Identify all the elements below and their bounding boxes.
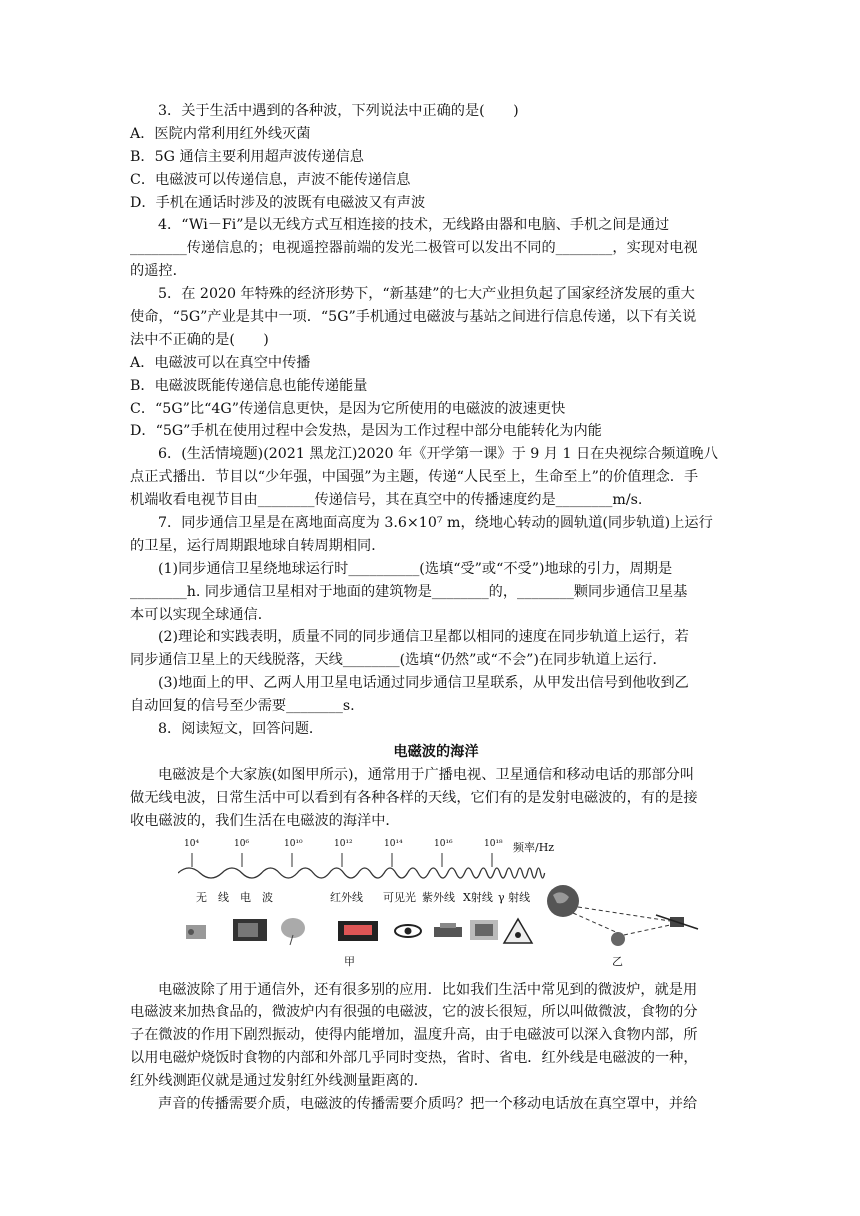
frequency-tick-label: 10⁴ — [184, 838, 200, 849]
text-line: A．电磁波可以在真空中传播 — [130, 354, 311, 371]
ground-station-icon — [611, 932, 625, 946]
text-line: 子在微波的作用下剧烈振动，使得内能增加，温度升高，由于电磁波可以深入食物内部，所 — [130, 1027, 698, 1044]
text-line: 6．(生活情境题)(2021 黑龙江)2020 年《开学第一课》于 9 月 1 日在央视综合频道晚八 — [158, 446, 718, 463]
text-line: 同步通信卫星上的天线脱落，天线________(选填“仍然”或“不会”)在同步轨道上运行． — [130, 652, 667, 669]
text-line: C．电磁波可以传递信息，声波不能传递信息 — [130, 171, 411, 188]
band-gamma: γ 射线 — [498, 890, 531, 904]
satellite-icon — [656, 915, 698, 929]
figure-label-yi: 乙 — [612, 954, 623, 968]
text-line: (2)理论和实践表明，质量不同的同步通信卫星都以相同的速度在同步轨道上运行，若 — [158, 629, 689, 646]
frequency-tick-label: 10⁶ — [234, 838, 250, 849]
text-line: 3．关于生活中遇到的各种波，下列说法中正确的是( ) — [158, 103, 519, 119]
article-intro — [130, 764, 742, 833]
spectrum-drawing — [178, 835, 738, 975]
text-line: 机端收看电视节目由________传递信号，其在真空中的传播速度约是________m/s. — [130, 492, 643, 509]
text-line: 电磁波是个大家族(如图甲所示)，通常用于广播电视、卫星通信和移动电话的那部分叫 — [158, 766, 695, 783]
text-line: ________传递信息的；电视遥控器前端的发光二极管可以发出不同的________，实现对电视 — [130, 240, 698, 257]
text-line: 8．阅读短文，回答问题． — [158, 721, 324, 738]
signal-lines — [573, 907, 670, 935]
text-line: 电磁波来加热食品的，微波炉内有很强的电磁波，它的波长很短，所以叫做微波，食物的分 — [130, 1004, 698, 1021]
band-radio: 无 线 电 波 — [196, 890, 273, 904]
tv-icon — [233, 919, 267, 941]
article-body — [130, 979, 742, 1116]
text-line: 自动回复的信号至少需要________s. — [130, 698, 355, 715]
text-line: D．手机在通话时涉及的波既有电磁波又有声波 — [130, 194, 426, 211]
text-line: 5．在 2020 年特殊的经济形势下，“新基建”的七大产业担负起了国家经济发展的重大 — [158, 286, 695, 303]
text-line: 收电磁波的，我们生活在电磁波的海洋中． — [130, 812, 400, 829]
text-line: 的卫星，运行周期跟地球自转周期相同． — [130, 537, 386, 554]
text-line: 本可以实现全球通信． — [130, 606, 272, 623]
xray-icon — [470, 920, 498, 940]
text-line: 以用电磁炉烧饭时食物的内部和外部几乎同时变热，省时、省电．红外线是电磁波的一种， — [130, 1050, 698, 1067]
text-line: B．5G 通信主要利用超声波传递信息 — [130, 148, 364, 165]
text-line: 法中不正确的是( ) — [130, 331, 269, 348]
text-line: A．医院内常利用红外线灭菌 — [130, 125, 311, 142]
text-line: D．“5G”手机在使用过程中会发热，是因为工作过程中部分电能转化为内能 — [130, 423, 602, 440]
frequency-axis-label: 频率/Hz — [513, 840, 555, 854]
text-line: C．“5G”比“4G”传递信息更快，是因为它所使用的电磁波的波速更快 — [130, 400, 566, 417]
band-infrared: 红外线 — [330, 890, 363, 904]
text-line: ________h. 同步通信卫星相对于地面的建筑物是________的，________颗同步通信卫星基 — [130, 583, 688, 600]
questions-block — [130, 100, 742, 741]
earth-icon — [547, 885, 579, 917]
frequency-tick-label: 10¹² — [334, 838, 353, 849]
band-xray: X射线 — [463, 890, 493, 904]
text-line: 使命，“5G”产业是其中一项．“5G”手机通过电磁波与基站之间进行信息传递，以下有关说 — [130, 309, 697, 326]
band-ultraviolet: 紫外线 — [422, 890, 455, 904]
frequency-tick-label: 10¹⁶ — [434, 838, 453, 849]
frequency-tick-label: 10¹⁴ — [384, 838, 403, 849]
text-line: 声音的传播需要介质，电磁波的传播需要介质吗？把一个移动电话放在真空罩中，并给 — [158, 1095, 698, 1112]
eye-icon — [395, 925, 421, 937]
article-title: 电磁波的海洋 — [393, 743, 479, 760]
radio-icon — [186, 925, 206, 939]
text-line: B．电磁波既能传递信息也能传递能量 — [130, 377, 368, 394]
text-line: 红外线测距仪就是通过发射红外线测量距离的． — [130, 1073, 428, 1090]
text-line: (1)同步通信卫星绕地球运行时__________(选填“受”或“不受”)地球的引力，周期是 — [158, 560, 673, 577]
satellite-dish-icon — [281, 918, 305, 945]
text-line: 电磁波除了用于通信外，还有很多别的应用．比如我们生活中常见到的微波炉，就是用 — [158, 981, 698, 998]
em-spectrum-figure — [178, 835, 738, 975]
lamp-icon — [434, 923, 462, 937]
document-page — [130, 100, 742, 1116]
frequency-tick-label: 10¹⁸ — [484, 838, 503, 849]
band-visible: 可见光 — [383, 890, 416, 904]
frequency-tick-label: 10¹⁰ — [284, 838, 303, 849]
text-line: 7．同步通信卫星是在离地面高度为 3.6×10⁷ m，绕地心转动的圆轨道(同步轨道)上运行 — [158, 515, 713, 532]
text-line: 4．“Wi－Fi”是以无线方式互相连接的技术，无线路由器和电脑、手机之间是通过 — [158, 217, 670, 234]
radiation-icon — [504, 919, 532, 943]
text-line: (3)地面上的甲、乙两人用卫星电话通过同步通信卫星联系，从甲发出信号到他收到乙 — [158, 675, 689, 692]
text-line: 的遥控． — [130, 263, 187, 280]
text-line: 做无线电波，日常生活中可以看到有各种各样的天线，它们有的是发射电磁波的，有的是接 — [130, 789, 698, 806]
heater-icon — [338, 921, 378, 941]
figure-label-jia: 甲 — [344, 954, 355, 968]
text-line: 点正式播出．节目以“少年强，中国强”为主题，传递“人民至上，生命至上”的价值理念．手 — [130, 469, 699, 486]
